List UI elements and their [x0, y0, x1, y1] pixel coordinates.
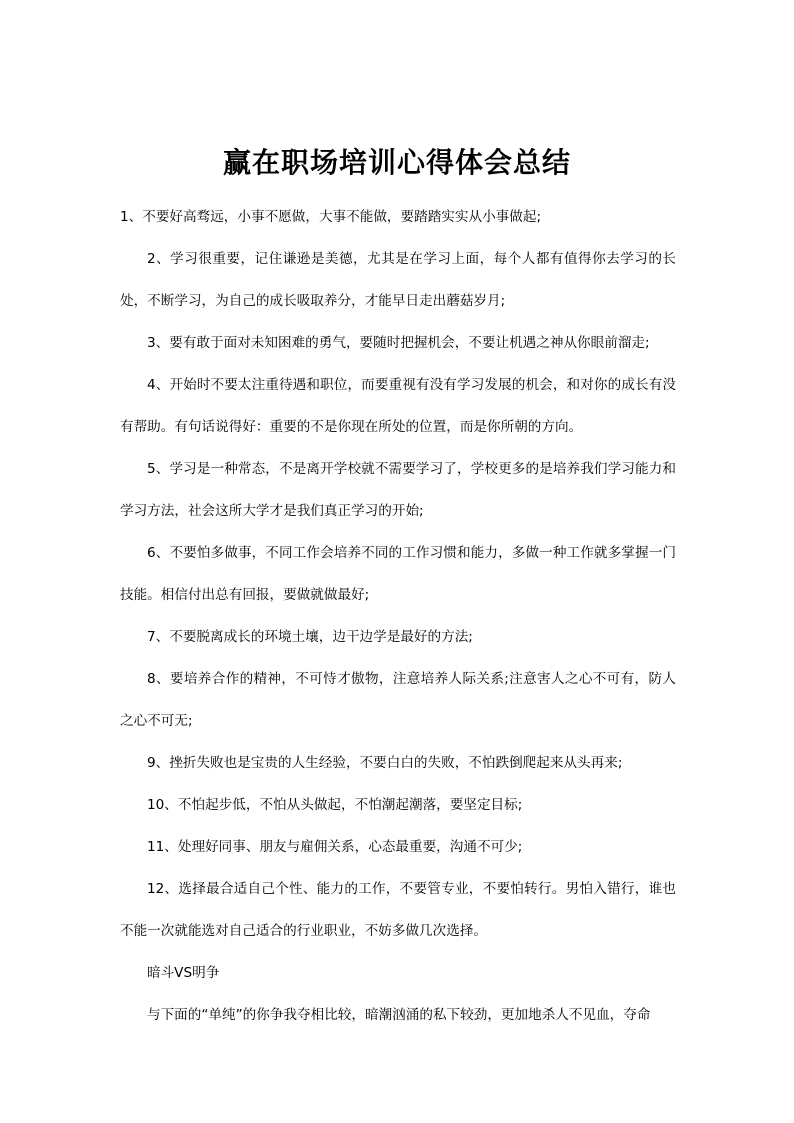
paragraph-1: 1、不要好高骛远，小事不愿做，大事不能做，要踏踏实实从小事做起;: [120, 209, 542, 225]
paragraph-10: 10、不怕起步低，不怕从头做起，不怕潮起潮落，要坚定目标;: [147, 797, 523, 813]
paragraph-13: 与下面的“单纯”的你争我夺相比较，暗潮汹涌的私下较劲，更加地杀人不见血，夺命: [147, 1007, 651, 1023]
paragraph-6: 6、不要怕多做事，不同工作会培养不同的工作习惯和能力，多做一种工作就多掌握一门技能。相信付出总有回报，要做就做最好;: [120, 545, 676, 603]
paragraph-9: 9、挫折失败也是宝贵的人生经验，不要白白的失败，不怕跌倒爬起来从头再来;: [147, 755, 623, 771]
paragraph-11: 11、处理好同事、朋友与雇佣关系，心态最重要，沟通不可少;: [147, 839, 523, 855]
section-heading: 暗斗VS明争: [147, 965, 220, 981]
paragraph-12: 12、选择最合适自己个性、能力的工作，不要管专业，不要怕转行。男怕入错行，谁也不能一次就能选对自己适合的行业职业，不妨多做几次选择。: [120, 881, 676, 939]
document-body: [120, 196, 676, 1036]
paragraph-8: 8、要培养合作的精神，不可恃才傲物，注意培养人际关系;注意害人之心不可有，防人之心不可无;: [120, 671, 676, 729]
paragraph-3: 3、要有敢于面对未知困难的勇气，要随时把握机会，不要让机遇之神从你眼前溜走;: [147, 335, 650, 351]
paragraph-5: 5、学习是一种常态，不是离开学校就不需要学习了，学校更多的是培养我们学习能力和学习方法，社会这所大学才是我们真正学习的开始;: [120, 461, 676, 519]
paragraph-7: 7、不要脱离成长的环境土壤，边干边学是最好的方法;: [147, 629, 473, 645]
paragraph-2: 2、学习很重要，记住谦逊是美德，尤其是在学习上面，每个人都有值得你去学习的长处，不断学习，为自己的成长吸取养分，才能早日走出蘑菇岁月;: [120, 251, 676, 309]
document-title: 赢在职场培训心得体会总结: [222, 145, 571, 179]
paragraph-4: 4、开始时不要太注重待遇和职位，而要重视有没有学习发展的机会，和对你的成长有没有帮助。有句话说得好：重要的不是你现在所处的位置，而是你所朝的方向。: [120, 377, 676, 435]
